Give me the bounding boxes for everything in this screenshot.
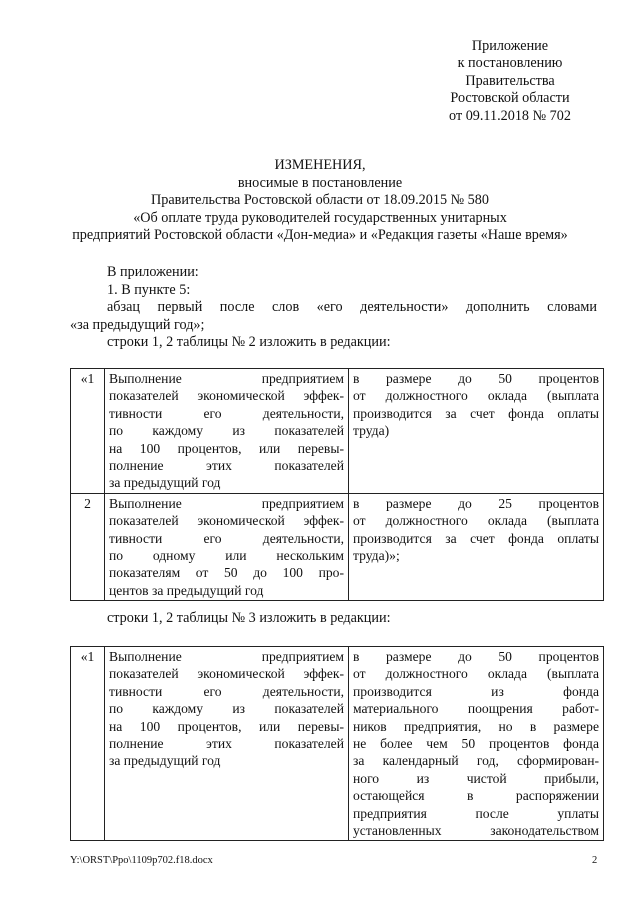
paragraph: 1. В пункте 5:	[107, 281, 191, 298]
paragraph: «за предыдущий год»;	[70, 316, 205, 333]
table-row	[71, 647, 604, 841]
title-line: «Об оплате труда руководителей государственных унитарных	[133, 209, 507, 226]
row-number: 2	[71, 493, 105, 600]
row-number: «1	[71, 369, 105, 494]
paragraph: строки 1, 2 таблицы № 2 изложить в редакции:	[107, 334, 391, 350]
title-line: предприятий Ростовской области «Дон-медиа» и «Редакция газеты «Наше время»	[72, 227, 568, 244]
row-number: «1	[71, 647, 105, 841]
payment-cell: в размере до 25 процентов от должностного оклада (выплата производится за счет фонда оплаты труда)»;	[349, 493, 604, 600]
paragraph: абзац первый после слов «его деятельности» дополнить словами	[107, 299, 597, 315]
appendix-line: Правительства	[465, 72, 555, 89]
criterion-cell: Выполнение предприятием показателей экономической эффек- тивности его деятельности, по каждому из показателей на 100 процентов, или перевы- полнение этих показателей за предыдущий год	[105, 369, 349, 494]
criterion-cell: Выполнение предприятием показателей экономической эффек- тивности его деятельности, по каждому из показателей на 100 процентов, или перевы- полнение этих показателей за предыдущий год	[105, 647, 349, 841]
payment-cell: в размере до 50 процентов от должностного оклада (выплата производится за счет фонда оплаты труда)	[349, 369, 604, 494]
document-title	[60, 157, 580, 245]
title-line: вносимые в постановление	[237, 174, 403, 191]
appendix-header	[400, 38, 620, 125]
body-paragraphs-2	[70, 610, 597, 628]
table-3-rows	[70, 646, 604, 841]
payment-cell: в размере до 50 процентов от должностного оклада (выплата производится из фонда материального поощрения работ- ников предприятия, но в размере не более чем 50 процентов фонда за календарный год, сформирован- ного из чистой прибыли, остающейся в распоряжении предприятия после уплаты установленных законодательством	[349, 647, 604, 841]
paragraph: строки 1, 2 таблицы № 3 изложить в редакции:	[107, 610, 391, 626]
appendix-line: Ростовской области	[450, 90, 570, 107]
table-row	[71, 369, 604, 494]
table-2-rows	[70, 368, 604, 601]
appendix-line: Приложение	[471, 38, 549, 54]
body-paragraphs	[70, 264, 597, 352]
title-line: Правительства Ростовской области от 18.09.2015 № 580	[151, 192, 489, 209]
table-row	[71, 493, 604, 600]
appendix-line: к постановлению	[457, 55, 563, 72]
paragraph: В приложении:	[107, 264, 199, 280]
appendix-line: от 09.11.2018 № 702	[449, 107, 571, 124]
footer-file-path: Y:\ORST\Ppo\1109p702.f18.docx	[70, 855, 213, 866]
criterion-cell: Выполнение предприятием показателей экономической эффек- тивности его деятельности, по одному или нескольким показателям от 50 до 100 про- центов за предыдущий год	[105, 493, 349, 600]
page-number: 2	[592, 855, 598, 866]
title-line: ИЗМЕНЕНИЯ,	[274, 157, 366, 173]
